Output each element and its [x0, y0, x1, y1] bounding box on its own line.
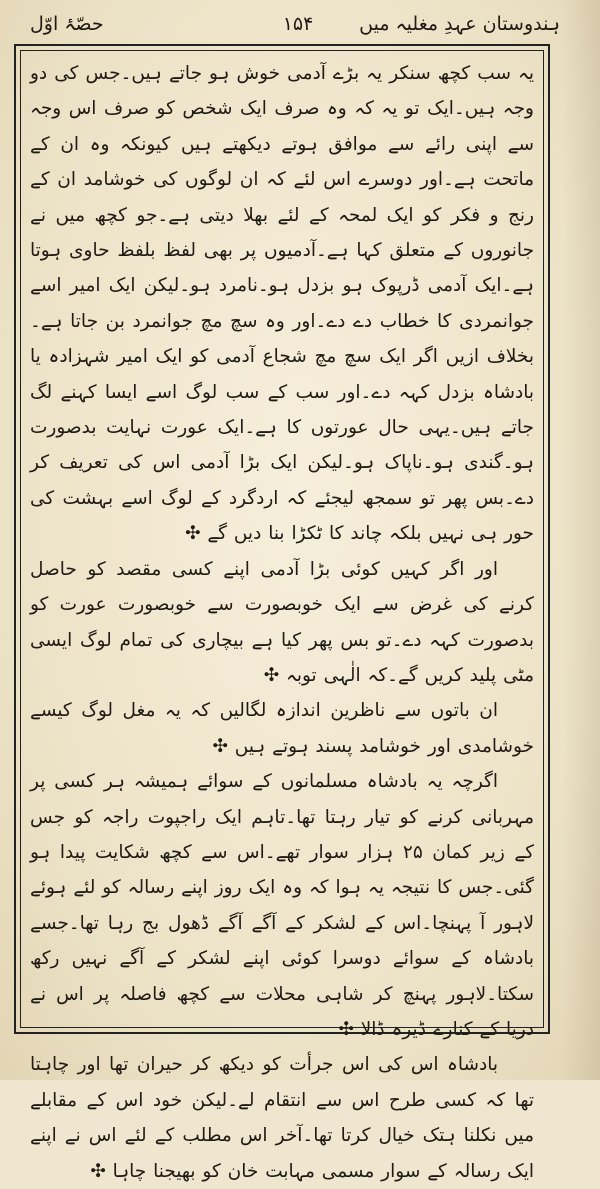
- header-part-label: حصّۂ اوّل: [30, 13, 104, 35]
- page-edge-shadow: [562, 0, 600, 1080]
- paragraph-1: یہ سب کچھ سنکر یہ بڑے آدمی خوش ہو جاتے ہیں۔جس کی دو وجہ ہیں۔ایک تو یہ کہ وہ صرف ایک شخص کو صرف اس وجہ سے اپنی رائے سے موافق ہوتے دیکھتے ہیں کیونکہ وہ ان کے ماتحت ہے۔اور دوسرے اس لئے کہ ان لوگوں کی خوشامد ان کے رنج و فکر کو ایک لمحہ کے لئے بھلا دیتی ہے۔جو کچھ میں نے جانوروں کے متعلق کہا ہے۔آدمیوں پر بھی لفظ بلفظ حاوی ہوتا ہے۔ایک آدمی ڈرپوک ہو بزدل ہو۔نامرد ہو۔لیکن ایک امیر اسے جوانمردی کا خطاب دے دے۔اور وہ سچ مچ جوانمرد بن جاتا ہے۔بخلاف ازیں اگر ایک سچ مچ شجاع آدمی کو ایک امیر شہزادہ یا بادشاہ بزدل کہہ دے۔اور سب کے سب لوگ اسے ایسا کہنے لگ جاتے ہیں۔یہی حال عورتوں کا ہے۔ایک عورت نہایت بدصورت ہو۔گندی ہو۔ناپاک ہو۔لیکن ایک بڑا آدمی اس کی تعریف کر دے۔بس پھر تو سمجھ لیجئے کہ اردگرد کے لوگ اسے بہشت کی حور ہی نہیں بلکہ چاند کا ٹکڑا بنا دیں گے ✣: [30, 63, 534, 545]
- text-frame: [14, 44, 550, 1182]
- paragraph-2: اور اگر کہیں کوئی بڑا آدمی اپنے کسی مقصد کو حاصل کرنے کی غرض سے ایک خوبصورت سے خوبصورت عورت کو بدصورت کہہ دے۔تو بس پھر کیا ہے بیچاری کی تمام لوگ ایسی مٹی پلید کریں گے۔کہ الٰہی توبہ ✣: [30, 558, 534, 686]
- paragraph-3: ان باتوں سے ناظرین اندازہ لگالیں کہ یہ مغل لوگ کیسے خوشامدی اور خوشامد پسند ہوتے ہیں ✣: [30, 700, 534, 757]
- paragraph-5: بادشاہ اس کی اس جرأت کو دیکھ کر حیران تھا اور چاہتا تھا کہ کسی طرح اس سے انتقام لے۔لیکن خود اس کے مقابلے میں نکلنا ہتک خیال کرتا تھا۔آخر اس مطلب کے لئے اس نے اپنے ایک رسالہ کے سوار مسمی مہابت خان کو بھیجنا چاہا ✣: [30, 1054, 534, 1182]
- running-header: [18, 8, 582, 42]
- body-text: [30, 56, 534, 1182]
- paragraph-4: اگرچہ یہ بادشاہ مسلمانوں کے سوائے ہمیشہ ہر کسی پر مہربانی کرنے کو تیار رہتا تھا۔تاہم ایک راجپوت راجہ کو جس کے زیر کمان ۲۵ ہزار سوار تھے۔اس سے کچھ شکایت پیدا ہو گئی۔جس کا نتیجہ یہ ہوا کہ وہ ایک روز اپنے رسالہ کو لئے ہوئے لاہور آ پہنچا۔اس کے لشکر کے آگے آگے ڈھول بج رہا تھا۔جسے بادشاہ کے سوائے دوسرا کوئی اپنے لشکر کے آگے نہیں رکھ سکتا۔لاہور پہنچ کر شاہی محلات سے کچھ فاصلہ پر اس نے دریا کے کنارے ڈیرہ ڈالا ✣: [30, 771, 534, 1040]
- header-book-title: ہندوستان عہدِ مغلیہ میں: [359, 13, 560, 35]
- page-number: ۱۵۴: [282, 13, 314, 35]
